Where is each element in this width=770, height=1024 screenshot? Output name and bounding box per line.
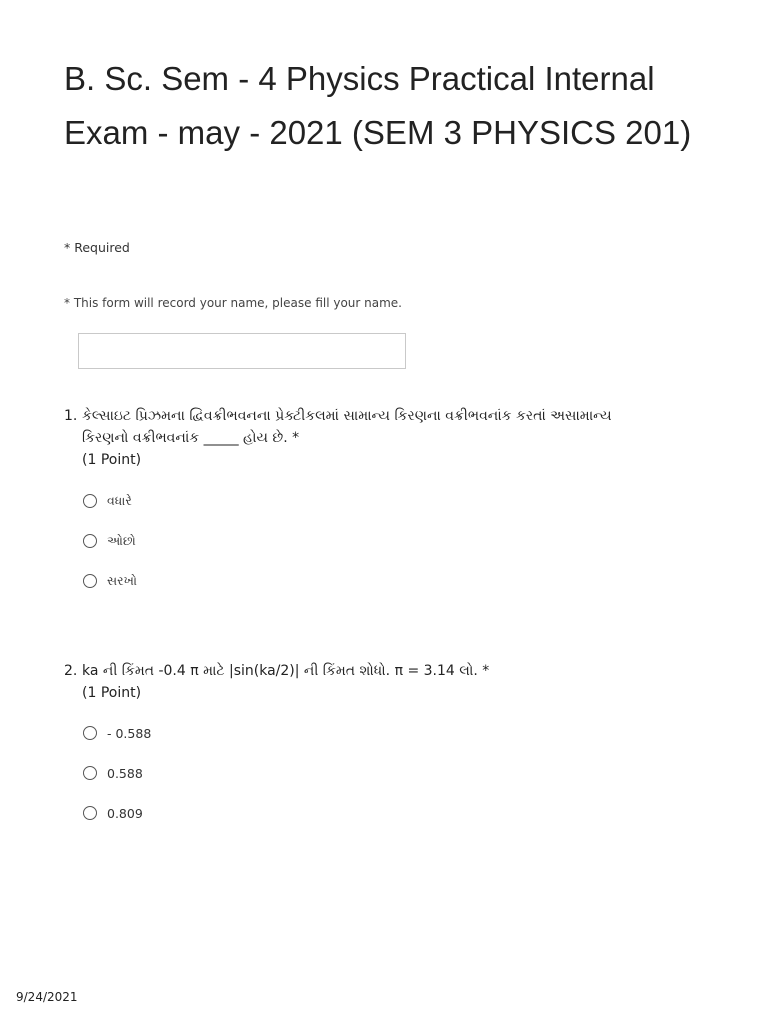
- form-title: B. Sc. Sem - 4 Physics Practical Internal Exam - may - 2021 (SEM 3 PHYSICS 201): [64, 60, 692, 151]
- question-1-line1: કેલ્સાઇટ પ્રિઝમના દ્વિવક્રીભવનના પ્રેક્ટીકલમાં સામાન્ય કિરણના વક્રીભવનાંક કરતાં અસામાન્ય: [82, 408, 612, 424]
- radio-button[interactable]: [83, 766, 97, 780]
- question-2-option-3[interactable]: [83, 793, 151, 833]
- radio-button[interactable]: [83, 726, 97, 740]
- footer-date: 9/24/2021: [16, 990, 78, 1004]
- name-input[interactable]: [78, 333, 406, 369]
- question-1-line2: કિરણનો વક્રીભવનાંક _____ હોય છે. *: [82, 430, 300, 446]
- question-2: [64, 660, 704, 704]
- option-label: - 0.588: [107, 725, 152, 741]
- question-1-options: [83, 481, 137, 601]
- required-label: * Required: [64, 240, 130, 255]
- question-2-option-2[interactable]: [83, 753, 151, 793]
- name-notice: * This form will record your name, please fill your name.: [64, 296, 402, 310]
- radio-button[interactable]: [83, 534, 97, 548]
- question-2-option-1[interactable]: [83, 713, 151, 753]
- question-2-line1: ka ની કિંમત -0.4 π માટે |sin(ka/2)| ની કિંમત શોધો. π = 3.14 લો. *: [82, 663, 490, 679]
- option-label: 0.809: [107, 805, 143, 821]
- question-1-points: (1 Point): [82, 452, 142, 468]
- question-1-number: 1.: [64, 408, 78, 424]
- question-2-text: [64, 660, 704, 682]
- question-1: [64, 405, 704, 471]
- radio-button[interactable]: [83, 494, 97, 508]
- question-1-option-3[interactable]: [83, 561, 137, 601]
- question-2-options: [83, 713, 151, 833]
- option-label: 0.588: [107, 765, 143, 781]
- radio-button[interactable]: [83, 806, 97, 820]
- radio-button[interactable]: [83, 574, 97, 588]
- question-1-option-2[interactable]: [83, 521, 137, 561]
- question-2-number: 2.: [64, 663, 78, 679]
- question-2-points: (1 Point): [82, 685, 142, 701]
- option-label: ઓછો: [107, 533, 136, 548]
- option-label: વધારે: [107, 493, 132, 508]
- question-1-text: [64, 405, 704, 449]
- option-label: સરખો: [107, 573, 137, 588]
- question-1-option-1[interactable]: [83, 481, 137, 521]
